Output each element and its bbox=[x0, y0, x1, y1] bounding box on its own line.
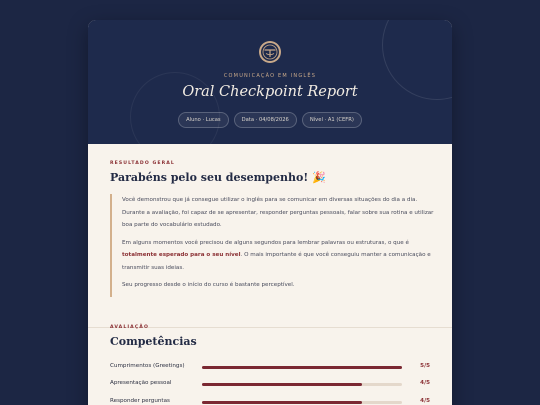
summary-paragraph: Seu progresso desde o início do curso é bastante perceptível. bbox=[122, 282, 295, 288]
result-overline: RESULTADO GERAL bbox=[110, 161, 175, 166]
page-title: Oral Checkpoint Report bbox=[182, 84, 358, 100]
info-chips bbox=[88, 112, 452, 128]
competency-row bbox=[110, 396, 430, 405]
date-chip: Data · 04/08/2026 bbox=[234, 112, 297, 128]
competency-score: 4/5 bbox=[420, 398, 430, 404]
competency-score: 4/5 bbox=[420, 380, 430, 386]
competency-bar bbox=[202, 401, 402, 404]
course-kicker: COMUNICAÇÃO EM INGLÊS bbox=[223, 73, 317, 79]
highlight-text: totalmente esperado para o seu nível bbox=[122, 252, 241, 258]
summary-paragraph: Em alguns momentos você precisou de alguns segundos para lembrar palavras ou estruturas, o que é totalmente esperado para o seu nível. O mais importante é que você conseguiu manter a comunicação e transmitir suas ideias. bbox=[122, 239, 431, 271]
compass-seal-icon bbox=[258, 40, 282, 64]
report-card bbox=[88, 20, 452, 405]
competency-label: Cumprimentos (Greetings) bbox=[110, 363, 185, 369]
result-heading: Parabéns pelo seu desempenho! 🎉 bbox=[110, 171, 326, 184]
competency-label: Apresentação pessoal bbox=[110, 380, 172, 386]
student-chip: Aluno · Lucas bbox=[178, 112, 229, 128]
competency-label: Responder perguntas bbox=[110, 398, 170, 404]
competency-row bbox=[110, 378, 430, 390]
competencies-overline: AVALIAÇÃO bbox=[110, 325, 149, 330]
report-header bbox=[88, 20, 452, 144]
decorative-ring bbox=[130, 72, 220, 144]
competencies-section bbox=[110, 325, 432, 348]
competency-bar bbox=[202, 366, 402, 369]
competency-row bbox=[110, 361, 430, 373]
level-chip: Nível · A1 (CEFR) bbox=[302, 112, 362, 128]
competencies-heading: Competências bbox=[110, 335, 197, 348]
result-summary bbox=[110, 194, 434, 297]
competency-bar bbox=[202, 383, 402, 386]
summary-paragraph: Você demonstrou que já consegue utilizar o inglês para se comunicar em diversas situações do dia a dia. Durante a avaliação, foi capaz de se apresentar, responder perguntas pessoais, falar sobre sua rotina e utilizar boa parte do vocabulário estudado. bbox=[122, 197, 434, 228]
result-section bbox=[110, 161, 432, 184]
competency-score: 5/5 bbox=[420, 363, 430, 369]
